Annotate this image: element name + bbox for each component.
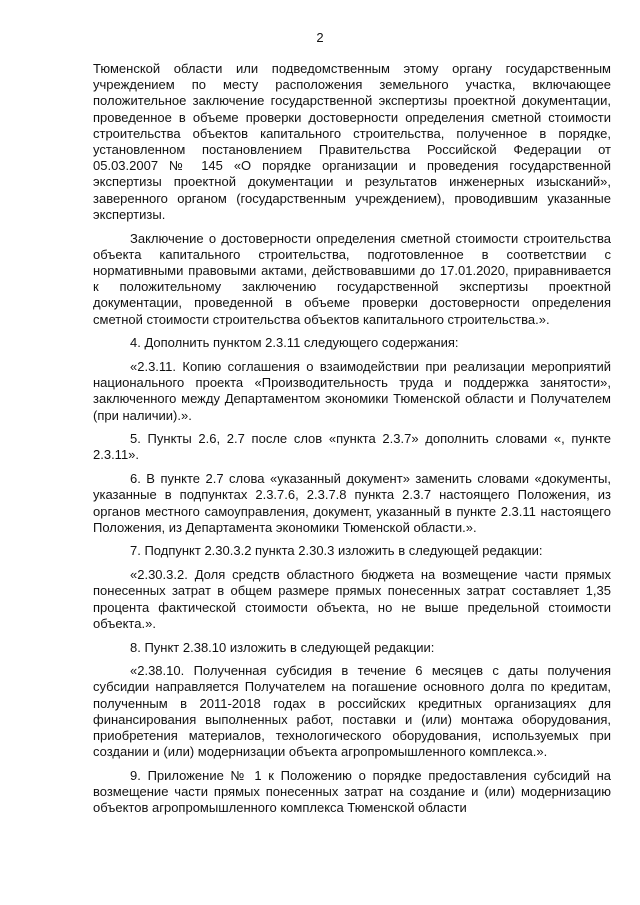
paragraph-item-2-38-10: «2.38.10. Полученная субсидия в течение 6 месяцев с даты получения субсидии направляется Получателем на погашение основного долга по кредитам, полученным в 2011-2018 годах в российских кредитных организациях для финансирования выполненных работ, поставки и (или) монтажа оборудования, приобретения материалов, технологического оборудования, используемых при создании и (или) модернизации объекта агропромышленного комплекса.». bbox=[93, 663, 611, 760]
paragraph-continuation: Тюменской области или подведомственным этому органу государственным учреждением по месту расположения земельного участка, включающее положительное заключение государственной экспертизы проектной документации, проведенное в объеме проверки достоверности определения сметной стоимости строительства объектов капитального строительства, полученное в порядке, установленном постановлением Правительства Российской Федерации от 05.03.2007 № 145 «О порядке организации и проведения государственной экспертизы проектной документации и результатов инженерных изысканий», заверенного органом (государственным учреждением), проводившим указанные экспертизы. bbox=[93, 61, 611, 222]
paragraph-item-7: 7. Подпункт 2.30.3.2 пункта 2.30.3 изложить в следующей редакции: bbox=[130, 543, 543, 559]
paragraph-item-5: 5. Пункты 2.6, 2.7 после слов «пункта 2.3.7» дополнить словами «, пункте 2.3.11». bbox=[93, 431, 611, 463]
paragraph-conclusion-equivalence: Заключение о достоверности определения сметной стоимости строительства объекта капитального строительства, подготовленное в соответствии с нормативными правовыми актами, действовавшими до 17.01.2020, приравнивается к положительному заключению государственной экспертизы проектной документации, проведенной в объеме проверки достоверности определения сметной стоимости строительства объектов капитального строительства.». bbox=[93, 230, 611, 327]
paragraph-item-8: 8. Пункт 2.38.10 изложить в следующей редакции: bbox=[130, 639, 435, 655]
paragraph-item-6: 6. В пункте 2.7 слова «указанный документ» заменить словами «документы, указанные в подпунктах 2.3.7.6, 2.3.7.8 пункта 2.3.7 настоящего Положения, из органов местного самоуправления, документ, указанный в пункте 2.3.11 настоящего Положения, из Департамента экономики Тюменской области.». bbox=[93, 471, 611, 535]
paragraph-item-2-30-3-2: «2.30.3.2. Доля средств областного бюджета на возмещение части прямых понесенных затрат в общем размере прямых понесенных затрат составляет 1,35 процента фактической стоимости объекта, но не выше предельной стоимости объекта.». bbox=[93, 567, 611, 631]
paragraph-item-4: 4. Дополнить пунктом 2.3.11 следующего содержания: bbox=[130, 335, 459, 351]
paragraph-item-2-3-11: «2.3.11. Копию соглашения о взаимодействии при реализации мероприятий национального проекта «Производительность труда и поддержка занятости», заключенного между Департаментом экономики Тюменской области и Получателем (при наличии).». bbox=[93, 358, 611, 423]
page-number: 2 bbox=[316, 30, 324, 45]
paragraph-item-9: 9. Приложение № 1 к Положению о порядке предоставления субсидий на возмещение части прямых понесенных затрат на создание и (или) модернизацию объектов агропромышленного комплекса Тюменской области bbox=[93, 767, 611, 816]
document-body bbox=[93, 61, 611, 824]
